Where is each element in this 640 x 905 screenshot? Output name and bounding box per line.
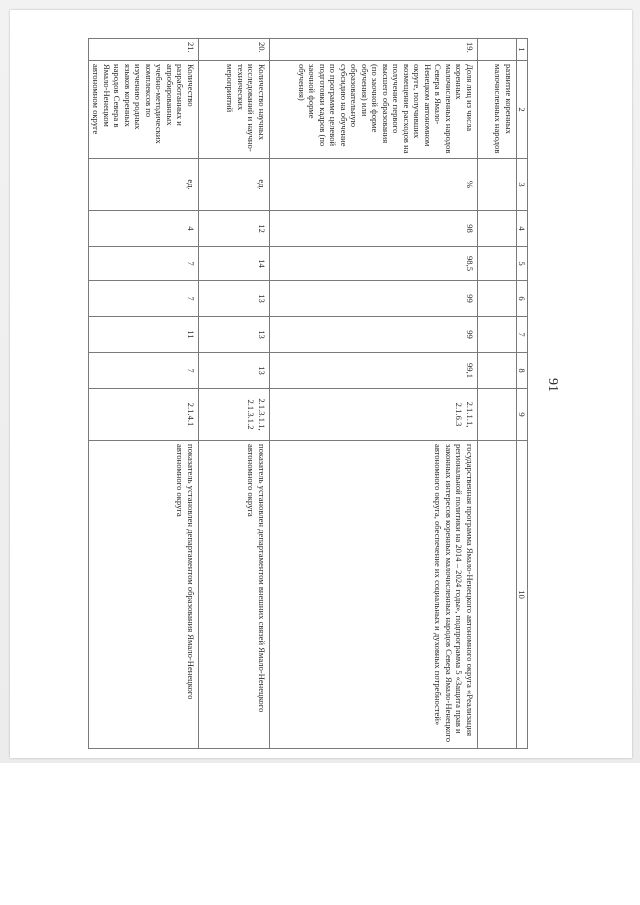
row-number: 20. <box>198 39 269 61</box>
indicator-name: Количество научных исследований и научно-технических мероприятий <box>198 61 269 159</box>
measure-code: 2.1.4.1 <box>88 389 198 441</box>
header-cell: 5 <box>516 247 527 281</box>
source-note: показатель установлен департаментом внешних связей Ямало-Ненецкого автономного округа <box>198 441 269 749</box>
indicator-name: Количество разработанных и апробированных учебно-методических комплексов по изучению родных языков коренных народов Севера в Ямало-Ненецком автономном округе <box>88 61 198 159</box>
header-cell: 4 <box>516 211 527 247</box>
value-col6 <box>477 281 516 317</box>
source-note <box>477 441 516 749</box>
value-col4: 12 <box>198 211 269 247</box>
value-col7: 99 <box>269 317 477 353</box>
value-col7: 11 <box>88 317 198 353</box>
indicator-name: Доля лиц из числа коренных малочисленных народов Севера в Ямало-Ненецком автономном округе, получивших возмещение расходов на получение первого высшего образования (по заочной форме обучения) или образовательную субсидию на обучение по программе целевой подготовки кадров (по заочной форме обучения) <box>269 61 477 159</box>
value-col8: 7 <box>88 353 198 389</box>
value-col5: 14 <box>198 247 269 281</box>
rotated-table-container <box>91 38 528 748</box>
value-col7: 13 <box>198 317 269 353</box>
measure-code: 2.1.1.1, 2.1.6.3 <box>269 389 477 441</box>
value-col6: 13 <box>198 281 269 317</box>
source-note: показатель установлен департаментом образования Ямало-Ненецкого автономного округа <box>88 441 198 749</box>
value-col6: 7 <box>88 281 198 317</box>
source-note: государственная программа Ямало-Ненецкого автономного округа «Реализация региональной политики на 2014 – 2024 годы», подпрограмма 5 «Защита прав и законных интересов коренных малочисленных народов Севера Ямало-Ненецкого автономного округа, обеспечение их социальных и духовных потребностей» <box>269 441 477 749</box>
row-number: 21. <box>88 39 198 61</box>
header-cell: 7 <box>516 317 527 353</box>
row-number: 19. <box>269 39 477 61</box>
header-cell: 9 <box>516 389 527 441</box>
table-row <box>198 39 269 749</box>
value-col5: 98,5 <box>269 247 477 281</box>
value-col4: 98 <box>269 211 477 247</box>
measure-code <box>477 389 516 441</box>
header-cell: 1 <box>516 39 527 61</box>
table-row <box>269 39 477 749</box>
header-cell: 8 <box>516 353 527 389</box>
value-col5 <box>477 247 516 281</box>
header-cell: 2 <box>516 61 527 159</box>
table-header-row <box>516 39 527 749</box>
value-col8 <box>477 353 516 389</box>
unit: ед. <box>198 159 269 211</box>
value-col4 <box>477 211 516 247</box>
header-cell: 6 <box>516 281 527 317</box>
value-col6: 99 <box>269 281 477 317</box>
value-col4: 4 <box>88 211 198 247</box>
table-row <box>477 39 516 749</box>
value-col8: 13 <box>198 353 269 389</box>
indicator-name: развитие коренных малочисленных народов <box>477 61 516 159</box>
value-col8: 99,1 <box>269 353 477 389</box>
value-col5: 7 <box>88 247 198 281</box>
measure-code: 2.1.3.1.1, 2.1.3.1.2 <box>198 389 269 441</box>
value-col7 <box>477 317 516 353</box>
row-number <box>477 39 516 61</box>
indicators-table <box>88 38 528 749</box>
unit: ед. <box>88 159 198 211</box>
unit <box>477 159 516 211</box>
table-row <box>88 39 198 749</box>
page-number: 91 <box>545 378 560 392</box>
header-cell: 10 <box>516 441 527 749</box>
header-cell: 3 <box>516 159 527 211</box>
unit: % <box>269 159 477 211</box>
